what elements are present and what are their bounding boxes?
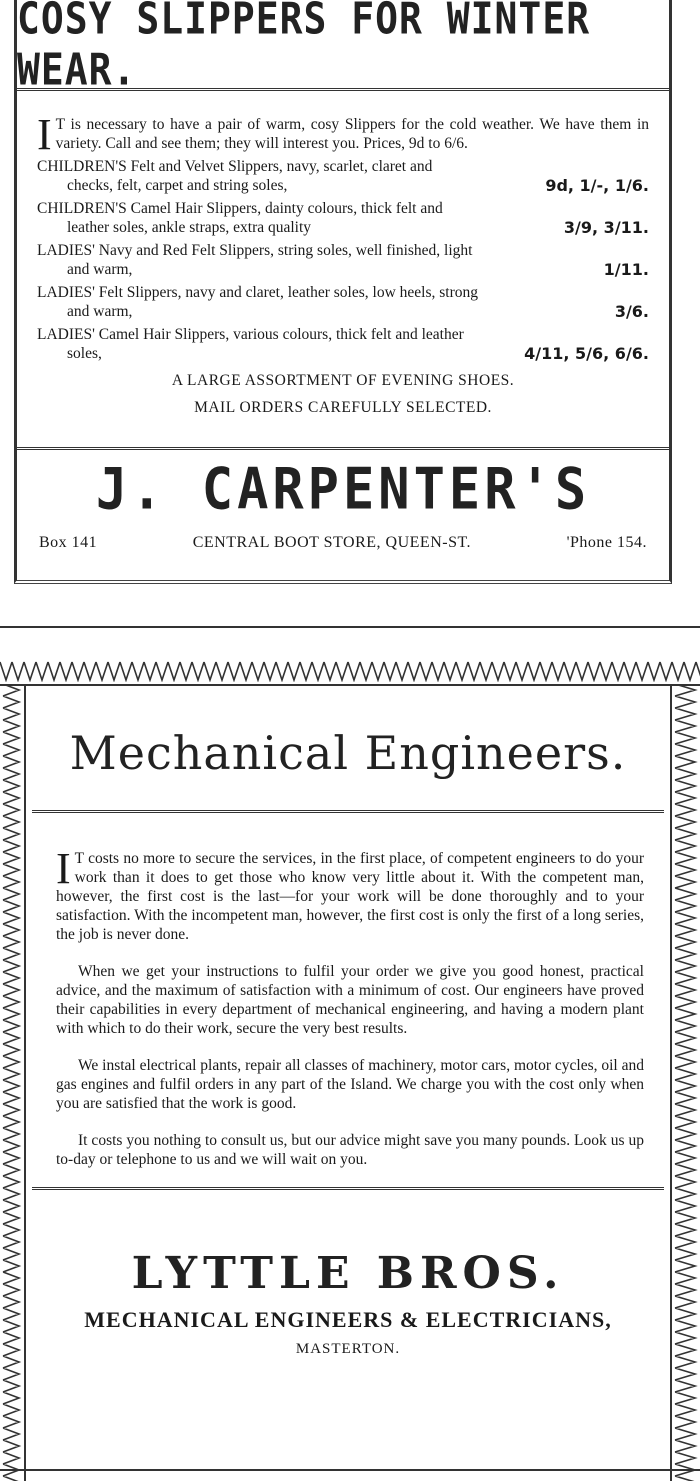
paragraph-2: When we get your instructions to fulfil your order we give you good honest, practical advice, and the maximum of satisfaction with a minimum of cost. Our engineers have proved their capabilities in every department of mechanical engineering, and having a modern plant with which to do their work, secure the very best results. xyxy=(56,963,644,1037)
zigzag-border-right xyxy=(670,684,700,1481)
item-description-cont: leather soles, ankle straps, extra quality xyxy=(67,219,312,236)
engineers-content xyxy=(32,690,664,1469)
engineers-headline: Mechanical Engineers. xyxy=(69,726,627,780)
item-price: 4/11, 5/6, 6/6. xyxy=(524,344,649,363)
item-description: LADIES' Felt Slippers, navy and claret, leather soles, low heels, strong xyxy=(37,284,479,301)
store-owner-name: J. CARPENTER'S xyxy=(95,457,591,523)
paragraph-3: We instal electrical plants, repair all classes of machinery, motor cars, motor cycles, oil and gas engines and fulfil orders in any part of the Island. We charge you with the cost only when you are satisfied that the work is good. xyxy=(56,1057,644,1112)
price-list-item xyxy=(37,325,649,363)
firm-trade: MECHANICAL ENGINEERS & ELECTRICIANS, xyxy=(84,1307,612,1332)
price-list-item xyxy=(37,199,649,237)
drop-cap: I xyxy=(56,844,71,893)
price-list-item xyxy=(37,157,649,195)
engineers-advertisement xyxy=(0,660,700,1481)
mail-orders-line: MAIL ORDERS CAREFULLY SELECTED. xyxy=(194,399,492,416)
item-description-cont: checks, felt, carpet and string soles, xyxy=(67,177,288,194)
slippers-headline-box xyxy=(17,0,669,95)
item-price: 1/11. xyxy=(603,260,649,279)
engineers-body xyxy=(32,813,664,1169)
evening-shoes-line: A LARGE ASSORTMENT OF EVENING SHOES. xyxy=(171,372,515,389)
firm-town: MASTERTON. xyxy=(295,1341,401,1357)
item-price: 3/9, 3/11. xyxy=(563,218,649,237)
slippers-intro: I T is necessary to have a pair of warm, cosy Slippers for the cold weather. We have them in variety. Call and see them; they will interest you. Prices, 9d to 6/6. xyxy=(37,110,649,159)
zigzag-border-left xyxy=(0,684,26,1481)
firm-name: LYTTLE BROS. xyxy=(131,1248,565,1299)
slippers-advertisement xyxy=(14,0,672,584)
price-list-item xyxy=(37,241,649,279)
column-rule xyxy=(0,626,700,628)
paragraph-4: It costs you nothing to consult us, but our advice might save you many pounds. Look us up to-day or telephone to us and we will wait on you. xyxy=(56,1132,644,1168)
item-description: CHILDREN'S Camel Hair Slippers, dainty colours, thick felt and xyxy=(37,200,443,217)
zigzag-border-top xyxy=(0,660,700,686)
store-address: CENTRAL BOOT STORE, QUEEN-ST. xyxy=(192,534,472,551)
store-footer xyxy=(17,520,669,552)
item-description-cont: and warm, xyxy=(67,261,133,278)
item-description: LADIES' Camel Hair Slippers, various colours, thick felt and leather xyxy=(37,326,464,343)
item-price: 9d, 1/-, 1/6. xyxy=(545,176,649,195)
drop-cap: I xyxy=(37,110,52,159)
divider xyxy=(17,447,669,450)
slippers-price-list xyxy=(37,157,649,363)
box-number: Box 141 xyxy=(39,534,98,551)
item-price: 3/6. xyxy=(614,302,649,321)
paragraph-1: I T costs no more to secure the services, in the first place, of competent engineers to do your work than it does to get those who know very little about it. With the competent man, however, the first cost is the last—for your work will be done thoroughly and to your satisfaction. With the incompetent man, however, the first cost is only the first of a long series, the job is never done. xyxy=(56,844,644,943)
item-description-cont: soles, xyxy=(67,345,102,362)
item-description-cont: and warm, xyxy=(67,303,133,320)
slippers-headline: COSY SLIPPERS FOR WINTER WEAR. xyxy=(17,0,591,95)
slippers-body xyxy=(17,91,669,417)
item-description: LADIES' Navy and Red Felt Slippers, string soles, well finished, light xyxy=(37,242,473,259)
phone-number: 'Phone 154. xyxy=(566,534,647,551)
price-list-item xyxy=(37,283,649,321)
zigzag-border-bottom xyxy=(0,1469,700,1481)
divider xyxy=(32,1187,664,1190)
item-description: CHILDREN'S Felt and Velvet Slippers, navy, scarlet, claret and xyxy=(37,158,433,175)
